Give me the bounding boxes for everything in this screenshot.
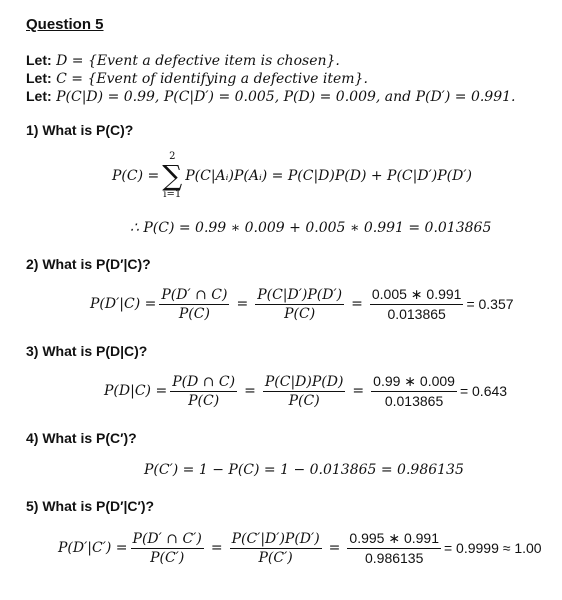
q3-lhs: P(D|C) =: [104, 383, 168, 399]
q2-f1-denominator: P(C): [178, 305, 210, 322]
q2-fraction-2: [255, 287, 344, 322]
equals-sign: =: [244, 383, 256, 399]
q2-fraction-1: [159, 287, 229, 322]
q3-fraction-2: [263, 374, 346, 409]
question-2-label: 2) What is P(D′|C)?: [26, 256, 151, 272]
q3-f2-denominator: P(C): [288, 392, 320, 409]
question-1-label: 1) What is P(C)?: [26, 122, 134, 138]
q5-equation: [58, 530, 542, 566]
q5-answer: = 0.9999 ≈ 1.00: [443, 540, 542, 556]
q3-answer: = 0.643: [459, 383, 508, 399]
q2-f3-denominator: 0.013865: [387, 306, 446, 322]
definition-c-text: C = {Event of identifying a defective item}.: [56, 71, 368, 87]
equals-sign: =: [210, 540, 223, 556]
q3-f1-denominator: P(C): [188, 392, 220, 409]
sum-lower-limit: i=1: [163, 189, 182, 200]
q2-lhs: P(D′|C) =: [90, 296, 157, 312]
q1-result: ∴ P(C) = 0.99 ∗ 0.009 + 0.005 ∗ 0.991 = 0.013865: [130, 220, 492, 236]
question-3-label: 3) What is P(D|C)?: [26, 343, 148, 359]
q4-equation: P(C′) = 1 − P(C) = 1 − 0.013865 = 0.986135: [144, 462, 464, 478]
q5-f3-denominator: 0.986135: [364, 550, 424, 566]
q2-fraction-3: [370, 286, 464, 322]
definition-d-text: D = {Event a defective item is chosen}.: [56, 53, 340, 69]
let-label: Let:: [26, 70, 52, 86]
q5-fraction-1: [131, 531, 204, 566]
page-title: Question 5: [26, 16, 104, 33]
q3-f1-numerator: P(D ∩ C): [172, 373, 236, 390]
q2-f1-numerator: P(D′ ∩ C): [161, 286, 228, 303]
q2-f2-numerator: P(C|D′)P(D′): [257, 286, 343, 303]
q1-lhs: P(C) =: [112, 168, 160, 184]
q2-f2-denominator: P(C): [284, 305, 316, 322]
total-probability-equation: [112, 152, 472, 200]
question-4-label: 4) What is P(C′)?: [26, 430, 137, 446]
let-label: Let:: [26, 88, 52, 104]
given-probabilities: [26, 88, 515, 105]
q3-equation: [104, 373, 507, 409]
sigma-icon: ∑: [162, 159, 183, 192]
q3-f3-denominator: 0.013865: [384, 393, 444, 409]
definition-d: [26, 52, 340, 69]
q3-fraction-3: [371, 373, 457, 409]
q5-f1-denominator: P(C′): [150, 549, 185, 566]
q5-lhs: P(D′|C′) =: [58, 540, 128, 556]
definition-c: [26, 70, 368, 87]
q5-f2-numerator: P(C′|D′)P(D′): [231, 530, 320, 547]
let-label: Let:: [26, 52, 52, 68]
q1-rhs: P(C|Aᵢ)P(Aᵢ) = P(C|D)P(D) + P(C|D′)P(D′): [185, 168, 472, 184]
given-probabilities-text: P(C|D) = 0.99, P(C|D′) = 0.005, P(D) = 0.009, and P(D′) = 0.991.: [56, 89, 516, 105]
q2-answer: = 0.357: [466, 296, 514, 312]
question-5-label: 5) What is P(D′|C′)?: [26, 498, 155, 514]
q5-fraction-2: [230, 531, 322, 566]
q3-f3-numerator: 0.99 ∗ 0.009: [371, 373, 457, 392]
q5-f3-numerator: 0.995 ∗ 0.991: [347, 530, 441, 549]
q2-equation: [90, 286, 514, 322]
q5-f1-numerator: P(D′ ∩ C′): [132, 530, 202, 547]
equals-sign: =: [236, 296, 249, 312]
q3-f2-numerator: P(C|D)P(D): [264, 373, 344, 390]
equals-sign: =: [351, 296, 363, 312]
q5-fraction-3: [347, 530, 441, 566]
equals-sign: =: [352, 383, 365, 399]
sum-upper-limit: 2: [169, 151, 176, 162]
q3-fraction-1: [170, 374, 237, 409]
q5-f2-denominator: P(C′): [258, 549, 293, 566]
equals-sign: =: [328, 540, 341, 556]
summation-symbol: [162, 152, 182, 200]
q2-f3-numerator: 0.005 ∗ 0.991: [370, 286, 464, 305]
